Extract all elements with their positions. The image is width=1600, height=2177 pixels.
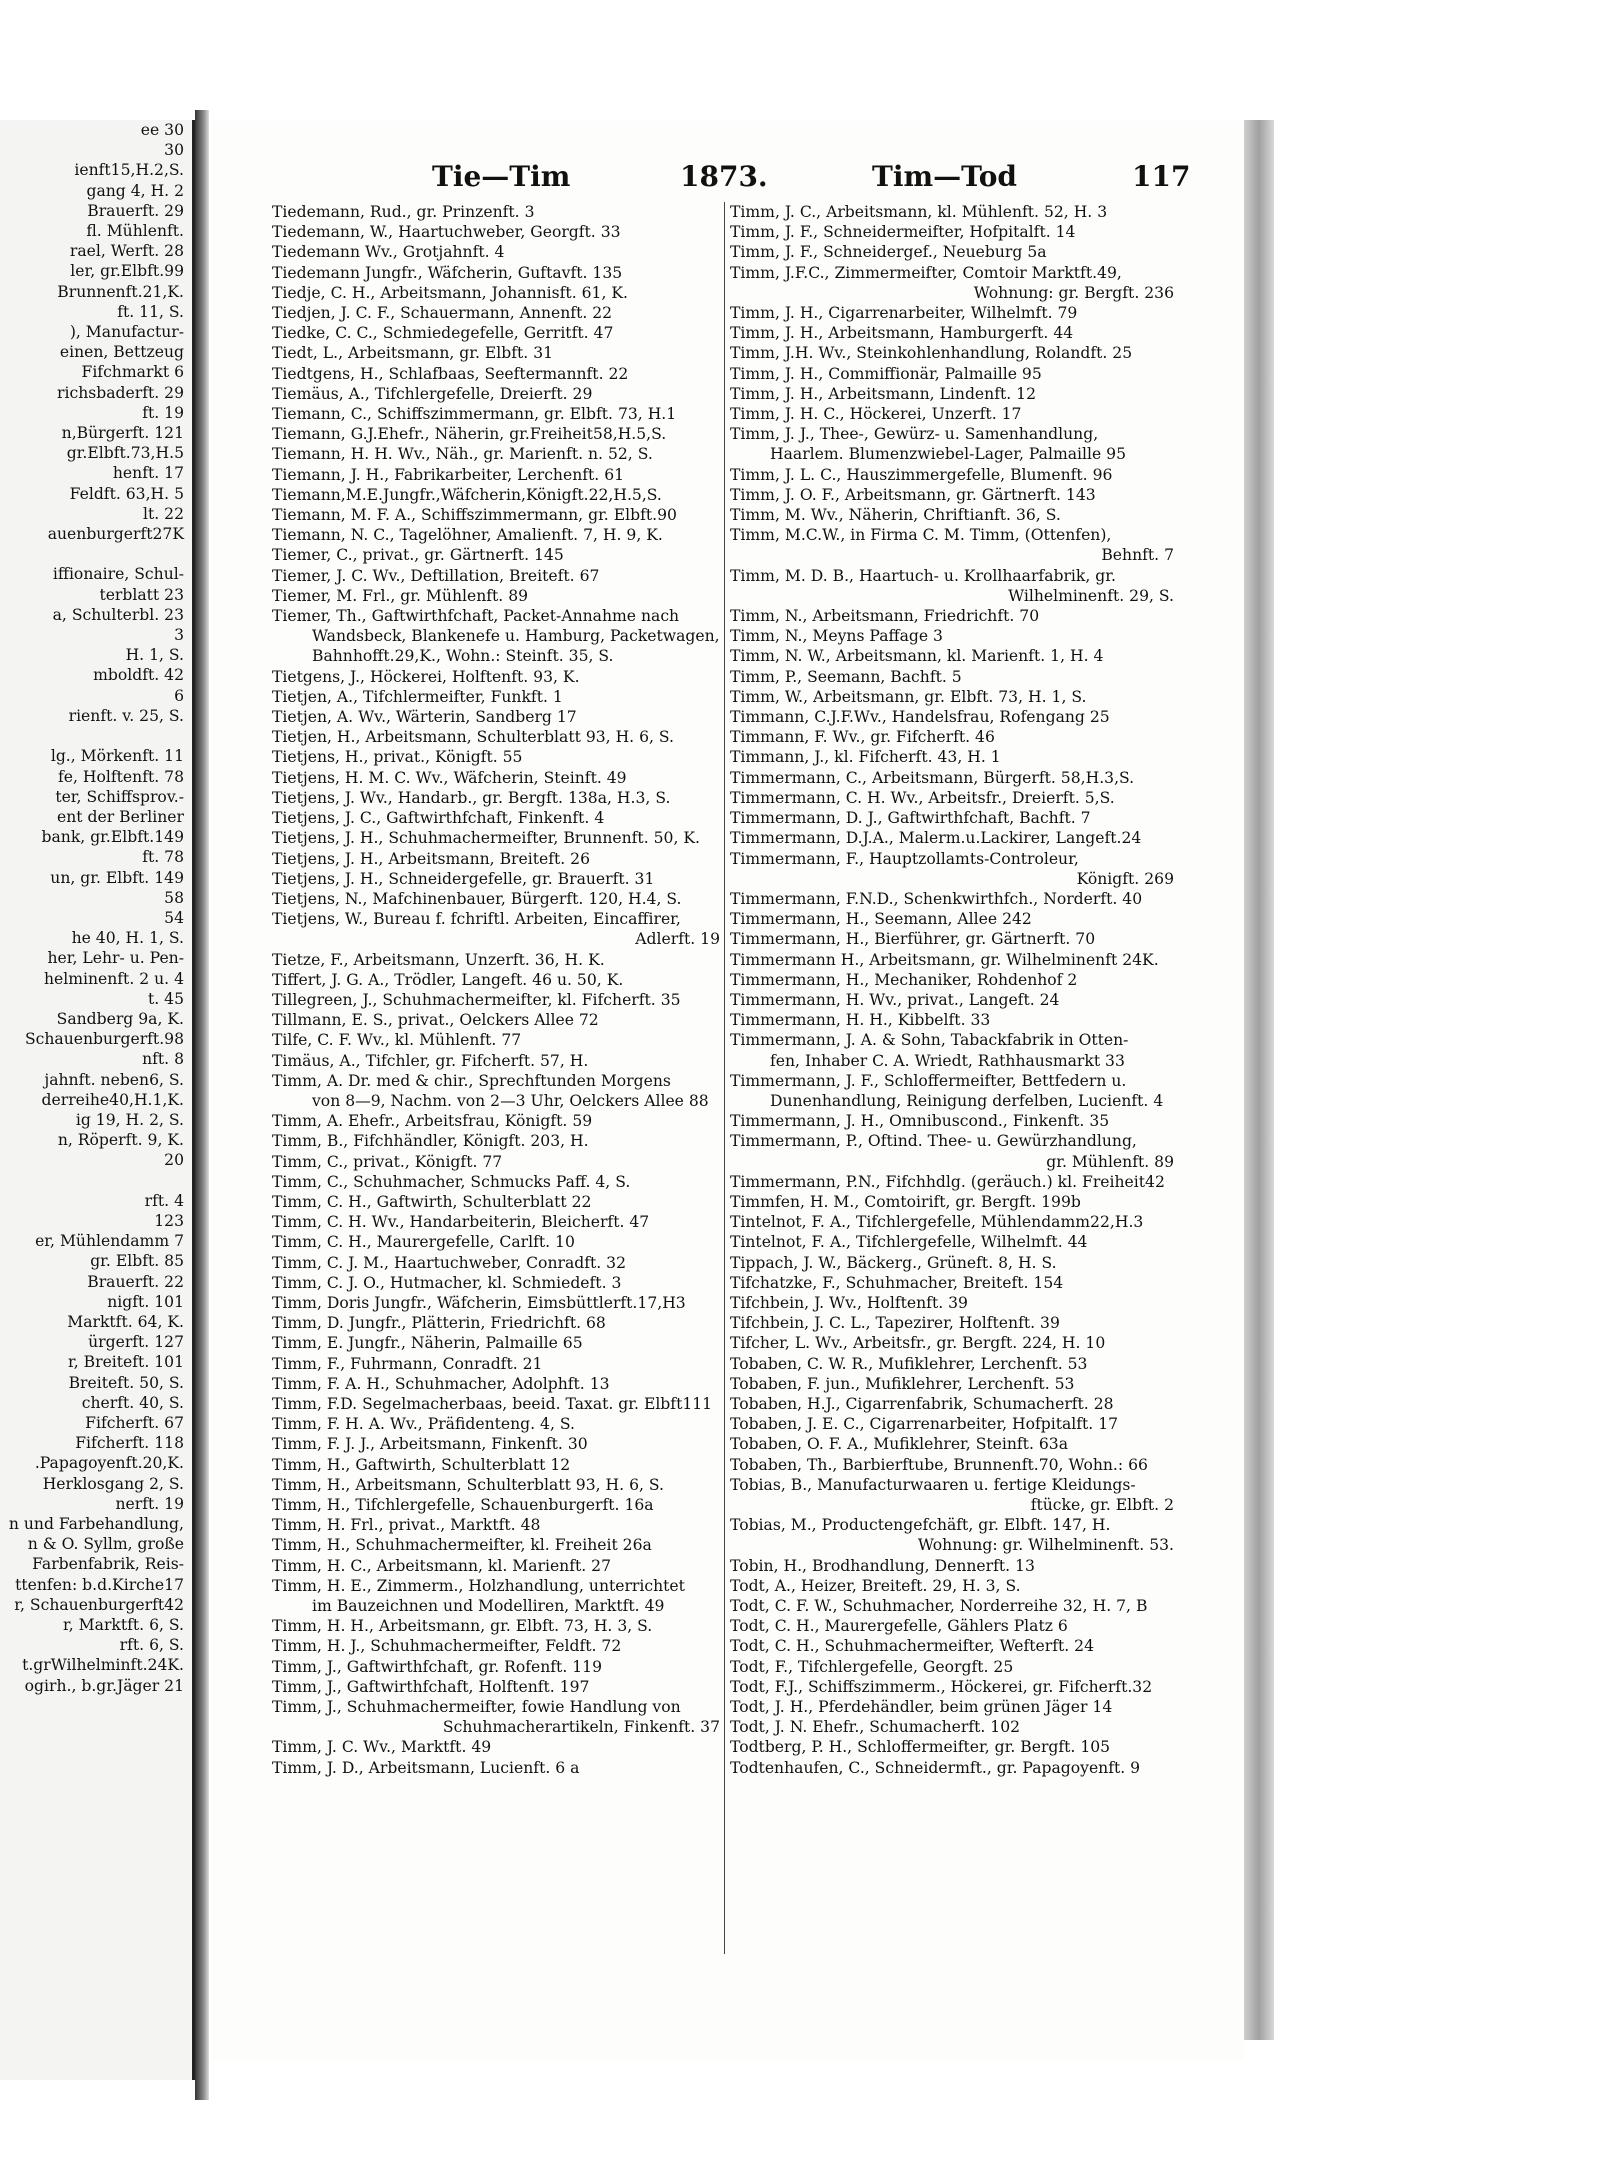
directory-entry: Timmermann, C., Arbeitsmann, Bürgerft. 58,H.3,S. [730, 768, 1135, 787]
directory-entry: Tiedemann, W., Haartuchweber, Georgft. 33 [272, 223, 621, 242]
fragment-line: 3 [174, 626, 184, 645]
directory-entry: Timm, J. C. Wv., Marktft. 49 [272, 1738, 492, 1757]
directory-entry: Timmermann, P., Oftind. Thee- u. Gewürzhandlung, [730, 1132, 1137, 1151]
directory-entry: Tobaben, Th., Barbierftube, Brunnenft.70, Wohn.: 66 [730, 1455, 1148, 1474]
directory-entry: Todt, J. H., Pferdehändler, beim grünen Jäger 14 [730, 1698, 1113, 1717]
directory-entry: Timmermann, H., Bierführer, gr. Gärtnerft. 70 [730, 930, 1096, 949]
fragment-line: cherft. 40, S. [81, 1393, 184, 1412]
directory-entry: Timmann, F. Wv., gr. Fifcherft. 46 [730, 728, 995, 747]
fragment-line: iffionaire, Schul- [52, 565, 184, 584]
directory-entry: Timm, H., Tifchlergefelle, Schauenburgerft. 16a [272, 1496, 654, 1514]
fragment-line: ttenfen: b.d.Kirche17 [15, 1575, 184, 1594]
fragment-line: ürgerft. 127 [88, 1333, 184, 1352]
directory-entry: Tiedemann, Rud., gr. Prinzenft. 3 [272, 203, 535, 221]
fragment-line: ent der Berliner [57, 807, 184, 826]
fragment-line: 30 [164, 141, 184, 160]
directory-entry: Adlerft. 19 [635, 930, 720, 949]
fragment-line: Breiteft. 50, S. [68, 1373, 184, 1392]
fragment-line: Schauenburgerft.98 [24, 1030, 184, 1049]
directory-entry: Tiedemann Wv., Grotjahnft. 4 [272, 243, 505, 262]
directory-entry: Todt, J. N. Ehefr., Schumacherft. 102 [730, 1718, 1021, 1737]
fragment-line: ig 19, H. 2, S. [75, 1110, 184, 1129]
directory-entry: Haarlem. Blumenzwiebel-Lager, Palmaille 95 [770, 445, 1127, 464]
directory-entry: Tifchatzke, F., Schuhmacher, Breiteft. 154 [730, 1273, 1064, 1292]
directory-entry: Tietjen, H., Arbeitsmann, Schulterblatt 93, H. 6, S. [272, 728, 675, 747]
directory-entry: Todt, A., Heizer, Breiteft. 29, H. 3, S. [730, 1576, 1021, 1595]
directory-entry: Timm, F.D. Segelmacherbaas, beeid. Taxat. gr. Elbft111 [272, 1394, 713, 1413]
directory-entry: Timmfen, H. M., Comtoirift, gr. Bergft. 199b [730, 1192, 1081, 1211]
directory-entry: ftücke, gr. Elbft. 2 [1030, 1496, 1174, 1514]
fragment-line: 58 [164, 888, 184, 907]
directory-entry: Wohnung: gr. Bergft. 236 [973, 283, 1174, 302]
fragment-line: Brunnenft.21,K. [57, 282, 184, 301]
fragment-line: auenburgerft27K [47, 525, 184, 544]
book-gutter [195, 110, 209, 2100]
fragment-line: ft. 11, S. [117, 302, 184, 321]
directory-entry: Tiedjen, J. C. F., Schauermann, Annenft. 22 [272, 304, 613, 323]
directory-entry: Tobaben, O. F. A., Mufiklehrer, Steinft. 63a [730, 1435, 1068, 1454]
directory-entry: Tiedemann Jungfr., Wäfcherin, Guftavft. 135 [272, 263, 623, 282]
directory-entry: Timmermann, H., Mechaniker, Rohdenhof 2 [730, 970, 1078, 989]
fragment-line: H. 1, S. [125, 646, 184, 665]
fragment-line: Feldft. 63,H. 5 [69, 484, 184, 503]
directory-entry: Timm, H. H., Arbeitsmann, gr. Elbft. 73, H. 3, S. [272, 1617, 653, 1636]
directory-entry: Timm, P., Seemann, Bachft. 5 [730, 667, 962, 686]
directory-entry: Tietjens, J. H., Arbeitsmann, Breiteft. 26 [272, 849, 591, 868]
fragment-line: Marktft. 64, K. [67, 1312, 184, 1331]
directory-entry: Tillegreen, J., Schuhmachermeifter, kl. Fifcherft. 35 [272, 990, 681, 1009]
directory-entry: Wandsbeck, Blankenefe u. Hamburg, Packetwagen, [312, 627, 720, 646]
directory-entry: Tobaben, J. E. C., Cigarrenarbeiter, Hofpitalft. 17 [730, 1415, 1119, 1434]
fragment-line [0, 1171, 192, 1191]
directory-entry: Tilfe, C. F. Wv., kl. Mühlenft. 77 [272, 1031, 522, 1050]
directory-entry: Timäus, A., Tifchler, gr. Fifcherft. 57, H. [272, 1051, 589, 1070]
directory-entry: Tietgens, J., Höckerei, Holftenft. 93, K. [272, 667, 580, 686]
fragment-line: ogirh., b.gr.Jäger 21 [24, 1676, 184, 1695]
directory-entry: Tiemer, J. C. Wv., Deftillation, Breiteft. 67 [272, 566, 600, 585]
directory-entry: Tietjens, J. H., Schuhmachermeifter, Brunnenft. 50, K. [272, 829, 700, 848]
fragment-line: 20 [164, 1151, 184, 1170]
fragment-line: rael, Werft. 28 [69, 242, 184, 261]
fragment-line: ee 30 [140, 121, 184, 139]
directory-entry: Timm, J. J., Thee-, Gewürz- u. Samenhandlung, [730, 425, 1099, 444]
directory-entry: gr. Mühlenft. 89 [1046, 1152, 1174, 1171]
fragment-line: nft. 8 [142, 1050, 184, 1069]
directory-entry: Tobaben, F. jun., Mufiklehrer, Lerchenft. 53 [730, 1374, 1075, 1393]
fragment-line: nerft. 19 [115, 1494, 184, 1513]
directory-entry: Timm, A. Ehefr., Arbeitsfrau, Königft. 59 [272, 1112, 593, 1131]
directory-entry: Timmermann, J. H., Omnibuscond., Finkenft. 35 [730, 1112, 1110, 1131]
directory-entry: Timm, N. W., Arbeitsmann, kl. Marienft. 1, H. 4 [730, 647, 1104, 666]
directory-entry: Timmermann, J. F., Schloffermeifter, Bettfedern u. [730, 1071, 1127, 1090]
directory-entry: fen, Inhaber C. A. Wriedt, Rathhausmarkt 33 [770, 1051, 1125, 1070]
fragment-line: fe, Holftenft. 78 [58, 767, 184, 786]
directory-entry: Timm, H., Gaftwirth, Schulterblatt 12 [272, 1455, 571, 1474]
fragment-line: bank, gr.Elbft.149 [41, 828, 184, 847]
fragment-line: einen, Bettzeug [59, 343, 184, 362]
fragment-line: t. 45 [147, 989, 184, 1008]
directory-entry: Tiedje, C. H., Arbeitsmann, Johannisft. 61, K. [272, 283, 628, 302]
directory-entry: im Bauzeichnen und Modelliren, Marktft. 49 [312, 1597, 665, 1616]
directory-entry: Tobias, B., Manufacturwaaren u. fertige Kleidungs- [730, 1475, 1136, 1494]
fragment-line: Fifcherft. 118 [75, 1434, 184, 1453]
directory-entry: Wilhelminenft. 29, S. [1008, 586, 1174, 605]
directory-entry: Timm, W., Arbeitsmann, gr. Elbft. 73, H. 1, S. [730, 687, 1087, 706]
directory-entry: Todt, C. H., Schuhmachermeifter, Wefterft. 24 [730, 1637, 1095, 1656]
directory-entry: Timm, J., Schuhmachermeifter, fowie Handlung von [272, 1698, 681, 1717]
directory-entry: Timm, C., privat., Königft. 77 [272, 1152, 503, 1171]
fragment-line: Fifcherft. 67 [85, 1414, 184, 1432]
fragment-line: ft. 19 [142, 403, 184, 422]
directory-entry: Timm, J.F.C., Zimmermeifter, Comtoir Marktft.49, [730, 263, 1122, 282]
directory-entry: Timmermann, H. H., Kibbelft. 33 [730, 1011, 991, 1030]
directory-entry: Timm, C. H., Maurergefelle, Carlft. 10 [272, 1233, 575, 1252]
directory-entry: Timmermann, C. H. Wv., Arbeitsfr., Dreierft. 5,S. [730, 788, 1115, 807]
fragment-line: gr. Elbft. 85 [90, 1252, 184, 1271]
directory-entry: Tiedke, C. C., Schmiedegefelle, Gerritft. 47 [272, 324, 614, 343]
directory-entry: Timm, H. C., Arbeitsmann, kl. Marienft. 27 [272, 1556, 612, 1575]
fragment-line: rft. 6, S. [119, 1636, 184, 1655]
directory-entry: Tiemann,M.E.Jungfr.,Wäfcherin,Königft.22,H.5,S. [272, 485, 662, 504]
directory-entry: Timm, J.H. Wv., Steinkohlenhandlung, Rolandft. 25 [730, 344, 1133, 363]
fragment-line: gr.Elbft.73,H.5 [66, 444, 184, 463]
directory-entry: Tietjens, H., privat., Königft. 55 [272, 748, 523, 767]
fragment-line: nigft. 101 [107, 1292, 184, 1311]
directory-entry: Timmermann, D.J.A., Malerm.u.Lackirer, Langeft.24 [730, 829, 1142, 848]
directory-entry: Timm, J. H. C., Höckerei, Unzerft. 17 [730, 405, 1022, 424]
directory-entry: Tietjens, J. Wv., Handarb., gr. Bergft. 138a, H.3, S. [272, 788, 671, 807]
directory-entry: Timm, C. H. Wv., Handarbeiterin, Bleicherft. 47 [272, 1213, 650, 1232]
directory-entry: Timm, J., Gaftwirthfchaft, Holftenft. 197 [272, 1677, 590, 1696]
directory-entry: Timm, J. C., Arbeitsmann, kl. Mühlenft. 52, H. 3 [730, 203, 1108, 221]
fragment-line: 6 [174, 686, 184, 705]
directory-entry: Timmermann, D. J., Gaftwirthfchaft, Bachft. 7 [730, 809, 1091, 828]
directory-page [212, 120, 1244, 2060]
directory-entry: Tiemann, H. H. Wv., Näh., gr. Marienft. n. 52, S. [272, 445, 653, 464]
directory-entry: Tillmann, E. S., privat., Oelckers Allee 72 [272, 1011, 599, 1030]
directory-entry: Timm, C. H., Gaftwirth, Schulterblatt 22 [272, 1192, 592, 1211]
directory-entry: Bahnhofft.29,K., Wohn.: Steinft. 35, S. [312, 647, 614, 666]
directory-entry: Tiemann, M. F. A., Schiffszimmermann, gr. Elbft.90 [272, 506, 677, 525]
left-column [272, 202, 724, 1778]
directory-entry: Tiedt, L., Arbeitsmann, gr. Elbft. 31 [272, 344, 554, 363]
directory-entry: Timm, J. F., Schneidergef., Neueburg 5a [730, 243, 1047, 262]
directory-entry: Timm, J. H., Arbeitsmann, Lindenft. 12 [730, 384, 1036, 403]
fragment-line: terblatt 23 [99, 585, 184, 604]
fragment-line: rienft. v. 25, S. [68, 706, 184, 725]
fragment-line [0, 544, 192, 564]
fragment-line: richsbaderft. 29 [57, 383, 184, 402]
directory-entry: Tietjens, J. H., Schneidergefelle, gr. Brauerft. 31 [272, 869, 655, 888]
fragment-line: derreihe40,H.1,K. [41, 1090, 184, 1109]
directory-entry: Timm, C., Schuhmacher, Schmucks Paff. 4, S. [272, 1172, 631, 1191]
fragment-line: gang 4, H. 2 [86, 181, 184, 200]
directory-entry: Timm, D. Jungfr., Plätterin, Friedrichft. 68 [272, 1314, 606, 1333]
directory-entry: Timm, Doris Jungfr., Wäfcherin, Eimsbüttlerft.17,H3 [272, 1293, 686, 1312]
fragment-line: un, gr. Elbft. 149 [50, 868, 184, 887]
directory-entry: Todt, F., Tifchlergefelle, Georgft. 25 [730, 1657, 1014, 1676]
fragment-line: Brauerft. 29 [87, 201, 184, 220]
directory-entry: Timmermann, F., Hauptzollamts-Controleur, [730, 849, 1079, 868]
directory-entry: Tiemann, G.J.Ehefr., Näherin, gr.Freiheit58,H.5,S. [272, 425, 667, 444]
directory-entry: Tobias, M., Productengefchäft, gr. Elbft. 147, H. [730, 1516, 1111, 1535]
directory-entry: Timm, M.C.W., in Firma C. M. Timm, (Ottenfen), [730, 526, 1112, 545]
directory-entry: Tiemer, M. Frl., gr. Mühlenft. 89 [272, 586, 529, 605]
page-number: 117 [1132, 160, 1191, 193]
directory-entry: Timm, J., Gaftwirthfchaft, gr. Rofenft. 119 [272, 1657, 602, 1676]
fragment-line [0, 726, 192, 746]
fragment-line: n,Bürgerft. 121 [61, 424, 184, 443]
directory-entry: Tiemäus, A., Tifchlergefelle, Dreierft. 29 [272, 384, 593, 403]
directory-entry: Timm, F. A. H., Schuhmacher, Adolphft. 13 [272, 1374, 610, 1393]
directory-entry: Timmermann, J. A. & Sohn, Tabackfabrik in Otten- [730, 1031, 1129, 1050]
directory-entry: Timm, H. E., Zimmerm., Holzhandlung, unterrichtet [272, 1576, 685, 1595]
directory-entry: Timm, N., Meyns Paffage 3 [730, 627, 943, 646]
directory-entry: Timm, C. J. M., Haartuchweber, Conradft. 32 [272, 1253, 627, 1272]
directory-entry: Tifchbein, J. Wv., Holftenft. 39 [730, 1293, 968, 1312]
directory-entry: von 8—9, Nachm. von 2—3 Uhr, Oelckers Allee 88 [312, 1091, 709, 1110]
directory-entry: Tifchbein, J. C. L., Tapezirer, Holftenft. 39 [730, 1314, 1060, 1333]
directory-entry: Tietjens, H. M. C. Wv., Wäfcherin, Steinft. 49 [272, 768, 627, 787]
directory-entry: Tiemann, N. C., Tagelöhner, Amalienft. 7, H. 9, K. [272, 526, 663, 545]
directory-entry: Timm, J. H., Cigarrenarbeiter, Wilhelmft. 79 [730, 304, 1078, 323]
left-page-fragment [0, 120, 195, 2080]
directory-entry: Tiemann, J. H., Fabrikarbeiter, Lerchenft. 61 [272, 465, 625, 484]
directory-entry: Timm, A. Dr. med & chir., Sprechftunden Morgens [272, 1071, 671, 1090]
directory-entry: Tobin, H., Brodhandlung, Dennerft. 13 [730, 1556, 1035, 1575]
fragment-line: ter, Schiffsprov.- [55, 787, 184, 806]
directory-entry: Tobaben, C. W. R., Mufiklehrer, Lerchenft. 53 [730, 1354, 1088, 1373]
directory-entry: Timm, H. J., Schuhmachermeifter, Feldft. 72 [272, 1637, 622, 1656]
fragment-line: fl. Mühlenft. [86, 222, 184, 241]
fragment-line: lg., Mörkenft. 11 [50, 747, 184, 766]
fragment-line: ienft15,H.2,S. [74, 161, 184, 180]
fragment-line: ler, gr.Elbft.99 [70, 262, 184, 281]
directory-entry: Tintelnot, F. A., Tifchlergefelle, Mühlendamm22,H.3 [730, 1213, 1144, 1232]
directory-entry: Tietjens, W., Bureau f. fchriftl. Arbeiten, Eincaffirer, [272, 910, 681, 929]
fragment-line: jahnft. neben6, S. [44, 1070, 184, 1089]
column-divider [724, 202, 725, 1954]
directory-entry: Timm, H. Frl., privat., Marktft. 48 [272, 1516, 541, 1535]
fragment-line: Brauerft. 22 [87, 1272, 184, 1291]
fragment-line: ), Manufactur- [69, 323, 184, 342]
directory-entry: Timmermann, F.N.D., Schenkwirthfch., Norderft. 40 [730, 889, 1143, 908]
directory-entry: Tiemer, C., privat., gr. Gärtnerft. 145 [272, 546, 564, 565]
directory-entry: Tietjens, N., Mafchinenbauer, Bürgerft. 120, H.4, S. [272, 889, 682, 908]
directory-entry: Dunenhandlung, Reinigung derfelben, Lucienft. 4 [770, 1091, 1164, 1110]
directory-entry: Tiemer, Th., Gaftwirthfchaft, Packet-Annahme nach [272, 607, 680, 626]
directory-entry: Tippach, J. W., Bäckerg., Grüneft. 8, H. S. [730, 1253, 1057, 1272]
directory-entry: Timm, B., Fifchhändler, Königft. 203, H. [272, 1132, 589, 1151]
fragment-line: Fifchmarkt 6 [81, 363, 184, 382]
directory-entry: Tobaben, H.J., Cigarrenfabrik, Schumacherft. 28 [730, 1394, 1114, 1413]
directory-entry: Timm, M. Wv., Näherin, Chriftianft. 36, S. [730, 506, 1061, 525]
fragment-line: 54 [164, 908, 184, 927]
fragment-line: t.grWilhelminft.24K. [22, 1656, 184, 1675]
directory-entry: Todt, F.J., Schiffszimmerm., Höckerei, gr. Fifcherft.32 [730, 1677, 1153, 1696]
directory-entry: Tiffert, J. G. A., Trödler, Langeft. 46 u. 50, K. [272, 970, 624, 989]
directory-entry: Todtenhaufen, C., Schneidermft., gr. Papagoyenft. 9 [730, 1758, 1141, 1777]
directory-entry: Timm, F. H. A. Wv., Präfidenteng. 4, S. [272, 1415, 575, 1434]
directory-entry: Todt, C. H., Maurergefelle, Gählers Platz 6 [730, 1617, 1068, 1636]
page-edge [1244, 120, 1274, 2040]
directory-entry: Behnft. 7 [1101, 546, 1174, 565]
directory-entry: Timm, J. H., Arbeitsmann, Hamburgerft. 44 [730, 324, 1074, 343]
directory-entry: Timmermann, H., Seemann, Allee 242 [730, 910, 1032, 929]
directory-entry: Timm, M. D. B., Haartuch- u. Krollhaarfabrik, gr. [730, 566, 1116, 585]
directory-entry: Todt, C. F. W., Schuhmacher, Norderreihe 32, H. 7, B [730, 1597, 1148, 1616]
directory-entry: Tietjens, J. C., Gaftwirthfchaft, Finkenft. 4 [272, 809, 605, 828]
directory-entry: Tifcher, L. Wv., Arbeitsfr., gr. Bergft. 224, H. 10 [730, 1334, 1106, 1353]
header-right-range: Tim—Tod [872, 160, 1017, 193]
directory-entry: Timm, J. F., Schneidermeifter, Hofpitalft. 14 [730, 223, 1076, 242]
fragment-line: helminenft. 2 u. 4 [43, 969, 184, 988]
fragment-line: n und Farbehandlung, [8, 1515, 184, 1534]
directory-entry: Wohnung: gr. Wilhelminenft. 53. [917, 1536, 1174, 1555]
fragment-line: r, Marktft. 6, S. [63, 1616, 184, 1635]
directory-entry: Tiedtgens, H., Schlafbaas, Seeftermannft. 22 [272, 364, 629, 383]
directory-entry: Tintelnot, F. A., Tifchlergefelle, Wilhelmft. 44 [730, 1233, 1088, 1252]
directory-entry: Timmermann H., Arbeitsmann, gr. Wilhelminenft 24K. [730, 950, 1159, 969]
directory-entry: Königft. 269 [1076, 869, 1174, 888]
directory-entry: Timmann, C.J.F.Wv., Handelsfrau, Rofengang 25 [730, 708, 1110, 727]
directory-entry: Timmermann, H. Wv., privat., Langeft. 24 [730, 990, 1060, 1009]
header-left-range: Tie—Tim [432, 160, 571, 193]
fragment-line: a, Schulterbl. 23 [52, 605, 184, 624]
directory-entry: Timm, H., Arbeitsmann, Schulterblatt 93, H. 6, S. [272, 1475, 664, 1494]
directory-entry: Schuhmacherartikeln, Finkenft. 37 [442, 1718, 720, 1737]
directory-entry: Timm, J. D., Arbeitsmann, Lucienft. 6 a [272, 1758, 580, 1777]
fragment-line: her, Lehr- u. Pen- [47, 949, 184, 968]
directory-entry: Tietjen, A. Wv., Wärterin, Sandberg 17 [272, 708, 577, 727]
fragment-line: Sandberg 9a, K. [56, 1009, 184, 1028]
fragment-line: henft. 17 [112, 464, 184, 483]
fragment-line: n & O. Syllm, große [27, 1535, 184, 1554]
directory-entry: Timmermann, P.N., Fifchhdlg. (geräuch.) kl. Freiheit42 [730, 1172, 1165, 1191]
fragment-line: Farbenfabrik, Reis- [32, 1555, 184, 1574]
page-header [212, 160, 1244, 200]
fragment-line: .Papagoyenft.20,K. [34, 1454, 184, 1473]
directory-entry: Timm, C. J. O., Hutmacher, kl. Schmiedeft. 3 [272, 1273, 622, 1292]
fragment-line: he 40, H. 1, S. [71, 929, 184, 948]
directory-entry: Tietze, F., Arbeitsmann, Unzerft. 36, H. K. [272, 950, 605, 969]
directory-entry: Timm, H., Schuhmachermeifter, kl. Freiheit 26a [272, 1536, 652, 1555]
directory-entry: Timm, N., Arbeitsmann, Friedrichft. 70 [730, 607, 1040, 626]
fragment-line: mboldft. 42 [93, 666, 184, 685]
directory-entry: Timm, J. O. F., Arbeitsmann, gr. Gärtnerft. 143 [730, 485, 1096, 504]
fragment-line: 123 [154, 1211, 184, 1230]
directory-entry: Timm, J. H., Commiffionär, Palmaille 95 [730, 364, 1042, 383]
fragment-line: n, Röperft. 9, K. [57, 1131, 184, 1150]
fragment-line: er, Mühlendamm 7 [35, 1232, 184, 1251]
right-column [730, 202, 1178, 1778]
fragment-line: r, Breiteft. 101 [68, 1353, 184, 1372]
directory-entry: Todtberg, P. H., Schloffermeifter, gr. Bergft. 105 [730, 1738, 1111, 1757]
fragment-line: rft. 4 [144, 1191, 184, 1210]
directory-entry: Timm, F., Fuhrmann, Conradft. 21 [272, 1354, 543, 1373]
header-year: 1873. [680, 160, 768, 193]
directory-entry: Timmann, J., kl. Fifcherft. 43, H. 1 [730, 748, 1001, 767]
directory-entry: Timm, F. J. J., Arbeitsmann, Finkenft. 30 [272, 1435, 588, 1454]
directory-entry: Timm, J. L. C., Hauszimmergefelle, Blumenft. 96 [730, 465, 1113, 484]
fragment-line: r, Schauenburgerft42 [14, 1595, 184, 1614]
directory-entry: Tietjen, A., Tifchlermeifter, Funkft. 1 [272, 687, 563, 706]
directory-entry: Timm, E. Jungfr., Näherin, Palmaille 65 [272, 1334, 583, 1353]
fragment-line: lt. 22 [142, 504, 184, 523]
fragment-line: ft. 78 [142, 848, 184, 867]
fragment-line: Herklosgang 2, S. [42, 1474, 184, 1493]
directory-entry: Tiemann, C., Schiffszimmermann, gr. Elbft. 73, H.1 [272, 405, 677, 424]
